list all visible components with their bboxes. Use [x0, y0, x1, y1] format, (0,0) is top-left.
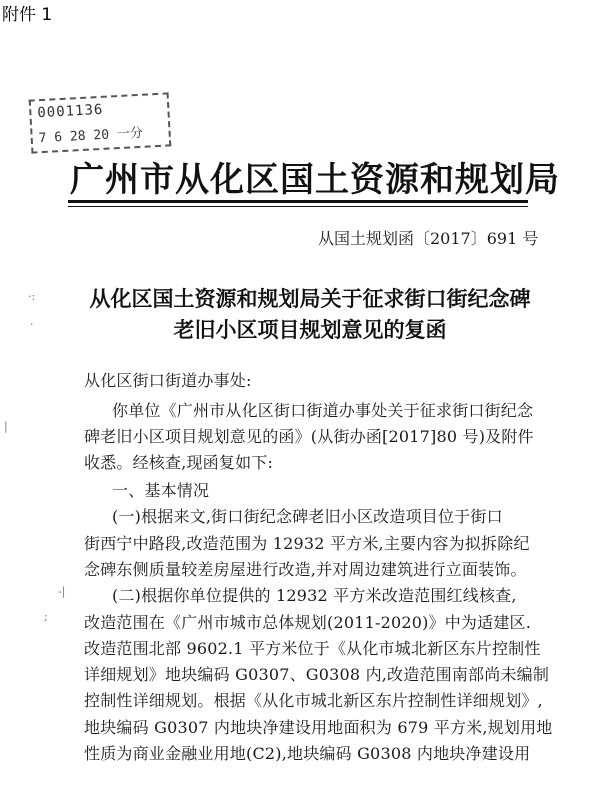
- receipt-stamp: [29, 92, 172, 153]
- margin-mark: |: [4, 420, 8, 433]
- body-line: 你单位《广州市从化区街口街道办事处关于征求街口街纪念: [112, 401, 534, 420]
- addressee: 从化区街口街道办事处:: [84, 371, 252, 390]
- body-line: (一)根据来文,街口街纪念碑老旧小区改造项目位于街口: [112, 507, 503, 526]
- body-line: (二)根据你单位提供的 12932 平方米改造范围红线核查,: [112, 586, 517, 605]
- margin-mark: ·:: [28, 290, 36, 303]
- body-line: 性质为商业金融业用地(C2),地块编码 G0308 内地块净建设用: [84, 744, 531, 763]
- title-line-2: 老旧小区项目规划意见的复函: [173, 317, 447, 342]
- body-line: 碑老旧小区项目规划意见的函》(从街办函[2017]80 号)及附件: [84, 427, 534, 446]
- header-rule-thick: [68, 200, 528, 203]
- title-line-1: 从化区国土资源和规划局关于征求街口街纪念碑: [89, 286, 531, 311]
- margin-mark: ·: [30, 318, 34, 331]
- body-line: 改造范围北部 9602.1 平方米位于《从化市城北新区东片控制性: [84, 639, 541, 658]
- body-line: 地块编码 G0307 内地块净建设用地面积为 679 平方米,规划用地: [84, 718, 553, 737]
- body-line: 详细规划》地块编码 G0307、G0308 内,改造范围南部尚未编制: [84, 665, 550, 684]
- stamp-line-2: 7 6 28 20 一分: [38, 125, 144, 147]
- body-line: 控制性详细规划。根据《从化市城北新区东片控制性详细规划》,: [84, 691, 543, 710]
- organization-header: 广州市从化区国土资源和规划局: [70, 160, 560, 200]
- margin-mark: -|: [58, 585, 66, 598]
- body-line: 改造范围在《广州市城市总体规划(2011-2020)》中为适建区.: [84, 613, 532, 632]
- header-rule-thin: [68, 206, 528, 207]
- attachment-label: 附件 1: [2, 5, 53, 25]
- stamp-line-1: 0001136: [36, 101, 104, 122]
- body-line: 街西宁中路段,改造范围为 12932 平方米,主要内容为拟拆除纪: [84, 534, 530, 553]
- document-number: 从国土规划函〔2017〕691 号: [318, 229, 539, 248]
- body-line: 念碑东侧质量较差房屋进行改造,并对周边建筑进行立面装饰。: [84, 560, 527, 579]
- section-heading: 一、基本情况: [112, 481, 210, 500]
- margin-mark: ;: [44, 610, 48, 623]
- body-line: 收悉。经核查,现函复如下:: [84, 453, 274, 472]
